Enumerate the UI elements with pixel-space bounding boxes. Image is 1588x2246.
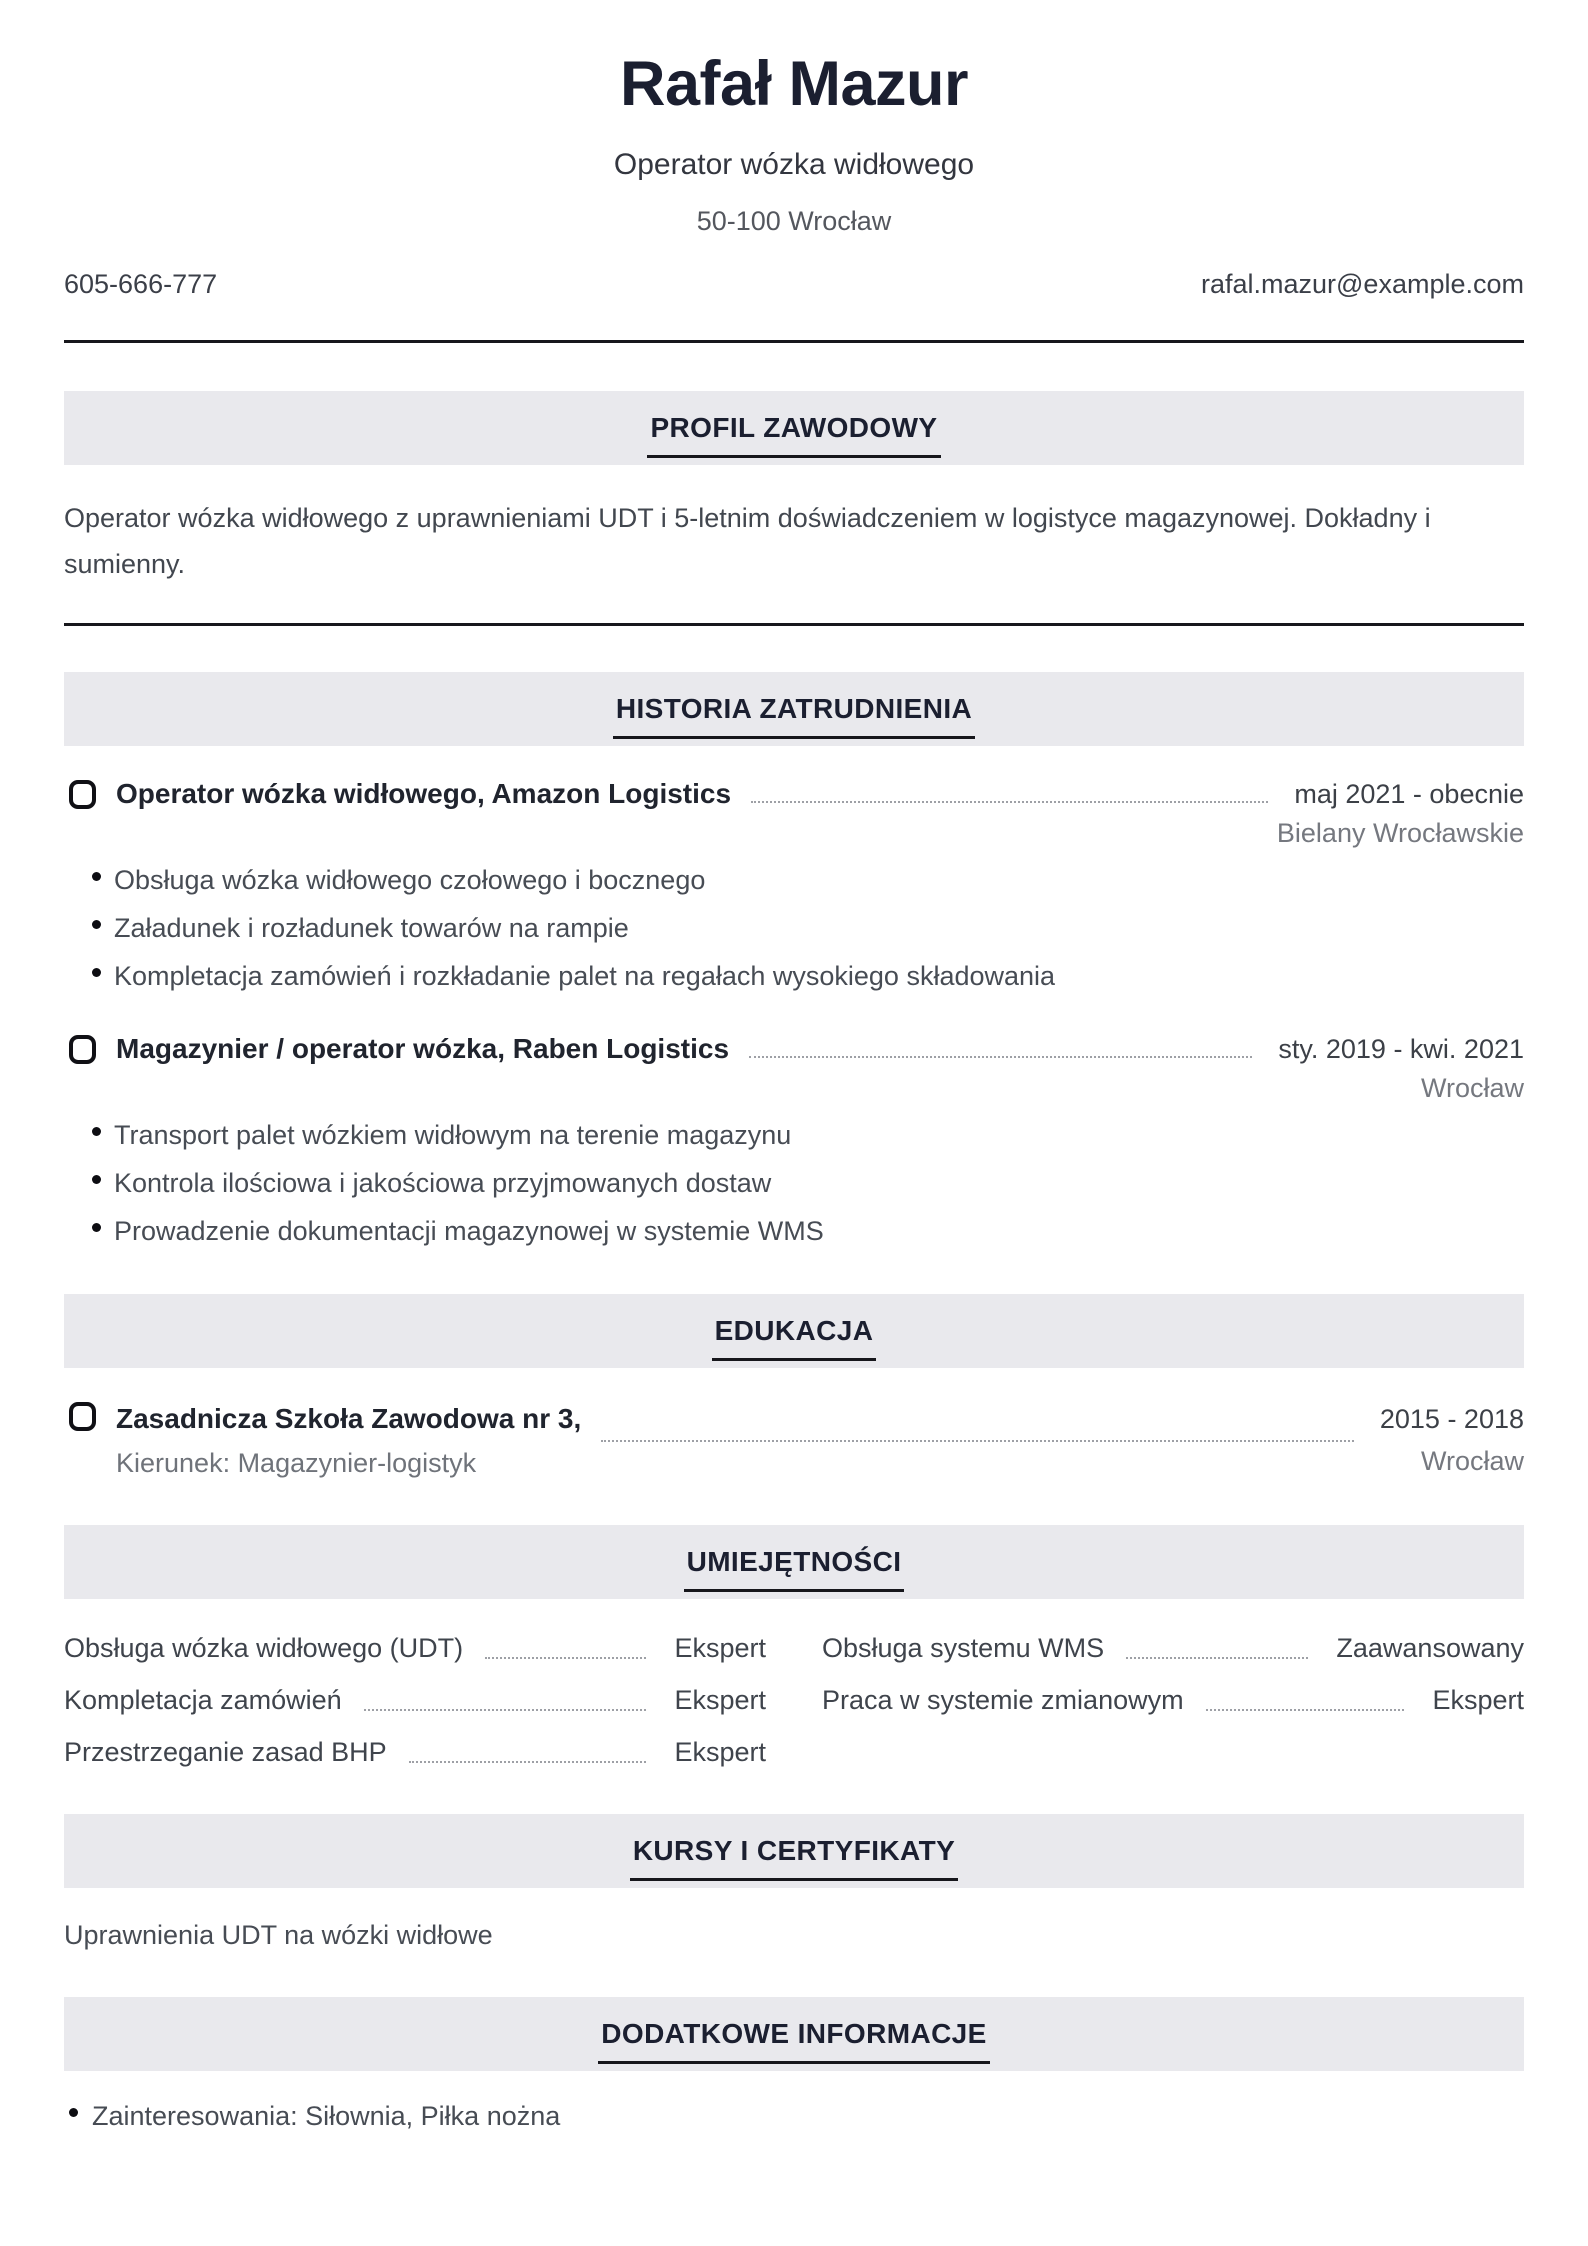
job-title: Magazynier / operator wózka, Raben Logistics bbox=[116, 1033, 730, 1065]
section-title-profile: PROFIL ZAWODOWY bbox=[647, 412, 940, 458]
skill-name: Przestrzeganie zasad BHP bbox=[64, 1737, 387, 1768]
dotted-leader bbox=[485, 1657, 646, 1659]
skill-row bbox=[822, 1685, 1524, 1716]
skill-name: Obsługa systemu WMS bbox=[822, 1633, 1105, 1664]
skill-level: Ekspert bbox=[674, 1737, 766, 1768]
section-title-courses: KURSY I CERTYFIKATY bbox=[630, 1835, 958, 1881]
education-details bbox=[116, 1402, 581, 1479]
section-header-courses bbox=[64, 1814, 1524, 1888]
candidate-name: Rafał Mazur bbox=[619, 49, 969, 119]
profile-divider bbox=[64, 623, 1524, 626]
header-divider bbox=[64, 340, 1524, 343]
job-city: Bielany Wrocławskie bbox=[1276, 818, 1524, 849]
checkbox-icon bbox=[69, 1035, 96, 1064]
education-dates: 2015 - 2018 bbox=[1379, 1404, 1524, 1435]
section-header-employment bbox=[64, 672, 1524, 746]
education-meta bbox=[1380, 1402, 1524, 1477]
section-title-extra: DODATKOWE INFORMACJE bbox=[598, 2018, 989, 2064]
dotted-leader bbox=[1206, 1709, 1405, 1711]
bullet-item: Kontrola ilościowa i jakościowa przyjmowanych dostaw bbox=[64, 1166, 1524, 1200]
dotted-leader bbox=[749, 1056, 1252, 1058]
candidate-job-title: Operator wózka widłowego bbox=[613, 148, 975, 182]
education-city: Wrocław bbox=[1420, 1446, 1524, 1477]
job-title-row bbox=[64, 1033, 1524, 1065]
contact-row bbox=[64, 269, 1524, 300]
skill-level: Ekspert bbox=[674, 1633, 766, 1664]
bullet-item: Prowadzenie dokumentacji magazynowej w systemie WMS bbox=[64, 1214, 1524, 1248]
skill-row bbox=[64, 1633, 766, 1664]
job-entry bbox=[64, 1033, 1524, 1248]
job-entry bbox=[64, 778, 1524, 993]
phone-number: 605-666-777 bbox=[64, 269, 218, 300]
bullet-item: Transport palet wózkiem widłowym na terenie magazynu bbox=[64, 1118, 1524, 1152]
checkbox-icon bbox=[69, 1402, 96, 1431]
skill-name: Kompletacja zamówień bbox=[64, 1685, 342, 1716]
section-header-education bbox=[64, 1294, 1524, 1368]
bullet-item: Załadunek i rozładunek towarów na rampie bbox=[64, 911, 1524, 945]
dotted-leader bbox=[364, 1709, 647, 1711]
section-header-skills bbox=[64, 1525, 1524, 1599]
job-city: Wrocław bbox=[1420, 1073, 1524, 1104]
checkbox-icon bbox=[69, 780, 96, 809]
job-bullets bbox=[64, 863, 1524, 993]
job-dates: maj 2021 - obecnie bbox=[1294, 778, 1524, 809]
dotted-leader bbox=[751, 801, 1268, 803]
bullet-item: Kompletacja zamówień i rozkładanie palet na regałach wysokiego składowania bbox=[64, 959, 1524, 993]
job-title-row bbox=[64, 778, 1524, 810]
extra-list bbox=[64, 2099, 1524, 2133]
section-title-employment: HISTORIA ZATRUDNIENIA bbox=[613, 693, 975, 739]
skill-row bbox=[822, 1633, 1524, 1664]
skill-name: Praca w systemie zmianowym bbox=[822, 1685, 1184, 1716]
education-entry bbox=[64, 1402, 1524, 1479]
skill-name: Obsługa wózka widłowego (UDT) bbox=[64, 1633, 464, 1664]
section-title-education: EDUKACJA bbox=[712, 1315, 877, 1361]
email-address: rafal.mazur@example.com bbox=[1200, 269, 1524, 300]
skill-row bbox=[64, 1737, 766, 1768]
job-bullets bbox=[64, 1118, 1524, 1248]
job-dates: sty. 2019 - kwi. 2021 bbox=[1278, 1033, 1524, 1064]
skills-list bbox=[64, 1633, 1524, 1768]
dotted-leader bbox=[409, 1761, 647, 1763]
course-item: Uprawnienia UDT na wózki widłowe bbox=[64, 1920, 493, 1951]
skill-level: Ekspert bbox=[674, 1685, 766, 1716]
candidate-location: 50-100 Wrocław bbox=[696, 206, 892, 237]
jobs-list bbox=[64, 778, 1524, 1248]
skill-level: Zaawansowany bbox=[1336, 1633, 1524, 1664]
bullet-item: Zainteresowania: Siłownia, Piłka nożna bbox=[64, 2099, 1524, 2133]
section-title-skills: UMIEJĘTNOŚCI bbox=[684, 1546, 905, 1592]
field-of-study: Kierunek: Magazynier-logistyk bbox=[116, 1448, 477, 1479]
dotted-leader bbox=[601, 1440, 1354, 1442]
section-header-profile bbox=[64, 391, 1524, 465]
job-title: Operator wózka widłowego, Amazon Logistics bbox=[116, 778, 732, 810]
section-header-extra bbox=[64, 1997, 1524, 2071]
skill-level: Ekspert bbox=[1432, 1685, 1524, 1716]
skill-row bbox=[64, 1685, 766, 1716]
school-name: Zasadnicza Szkoła Zawodowa nr 3, bbox=[116, 1403, 582, 1435]
profile-summary: Operator wózka widłowego z uprawnieniami UDT i 5-letnim doświadczeniem w logistyce magazynowej. Dokładny i sumienny. bbox=[64, 503, 1431, 580]
bullet-item: Obsługa wózka widłowego czołowego i bocznego bbox=[64, 863, 1524, 897]
dotted-leader bbox=[1126, 1657, 1308, 1659]
